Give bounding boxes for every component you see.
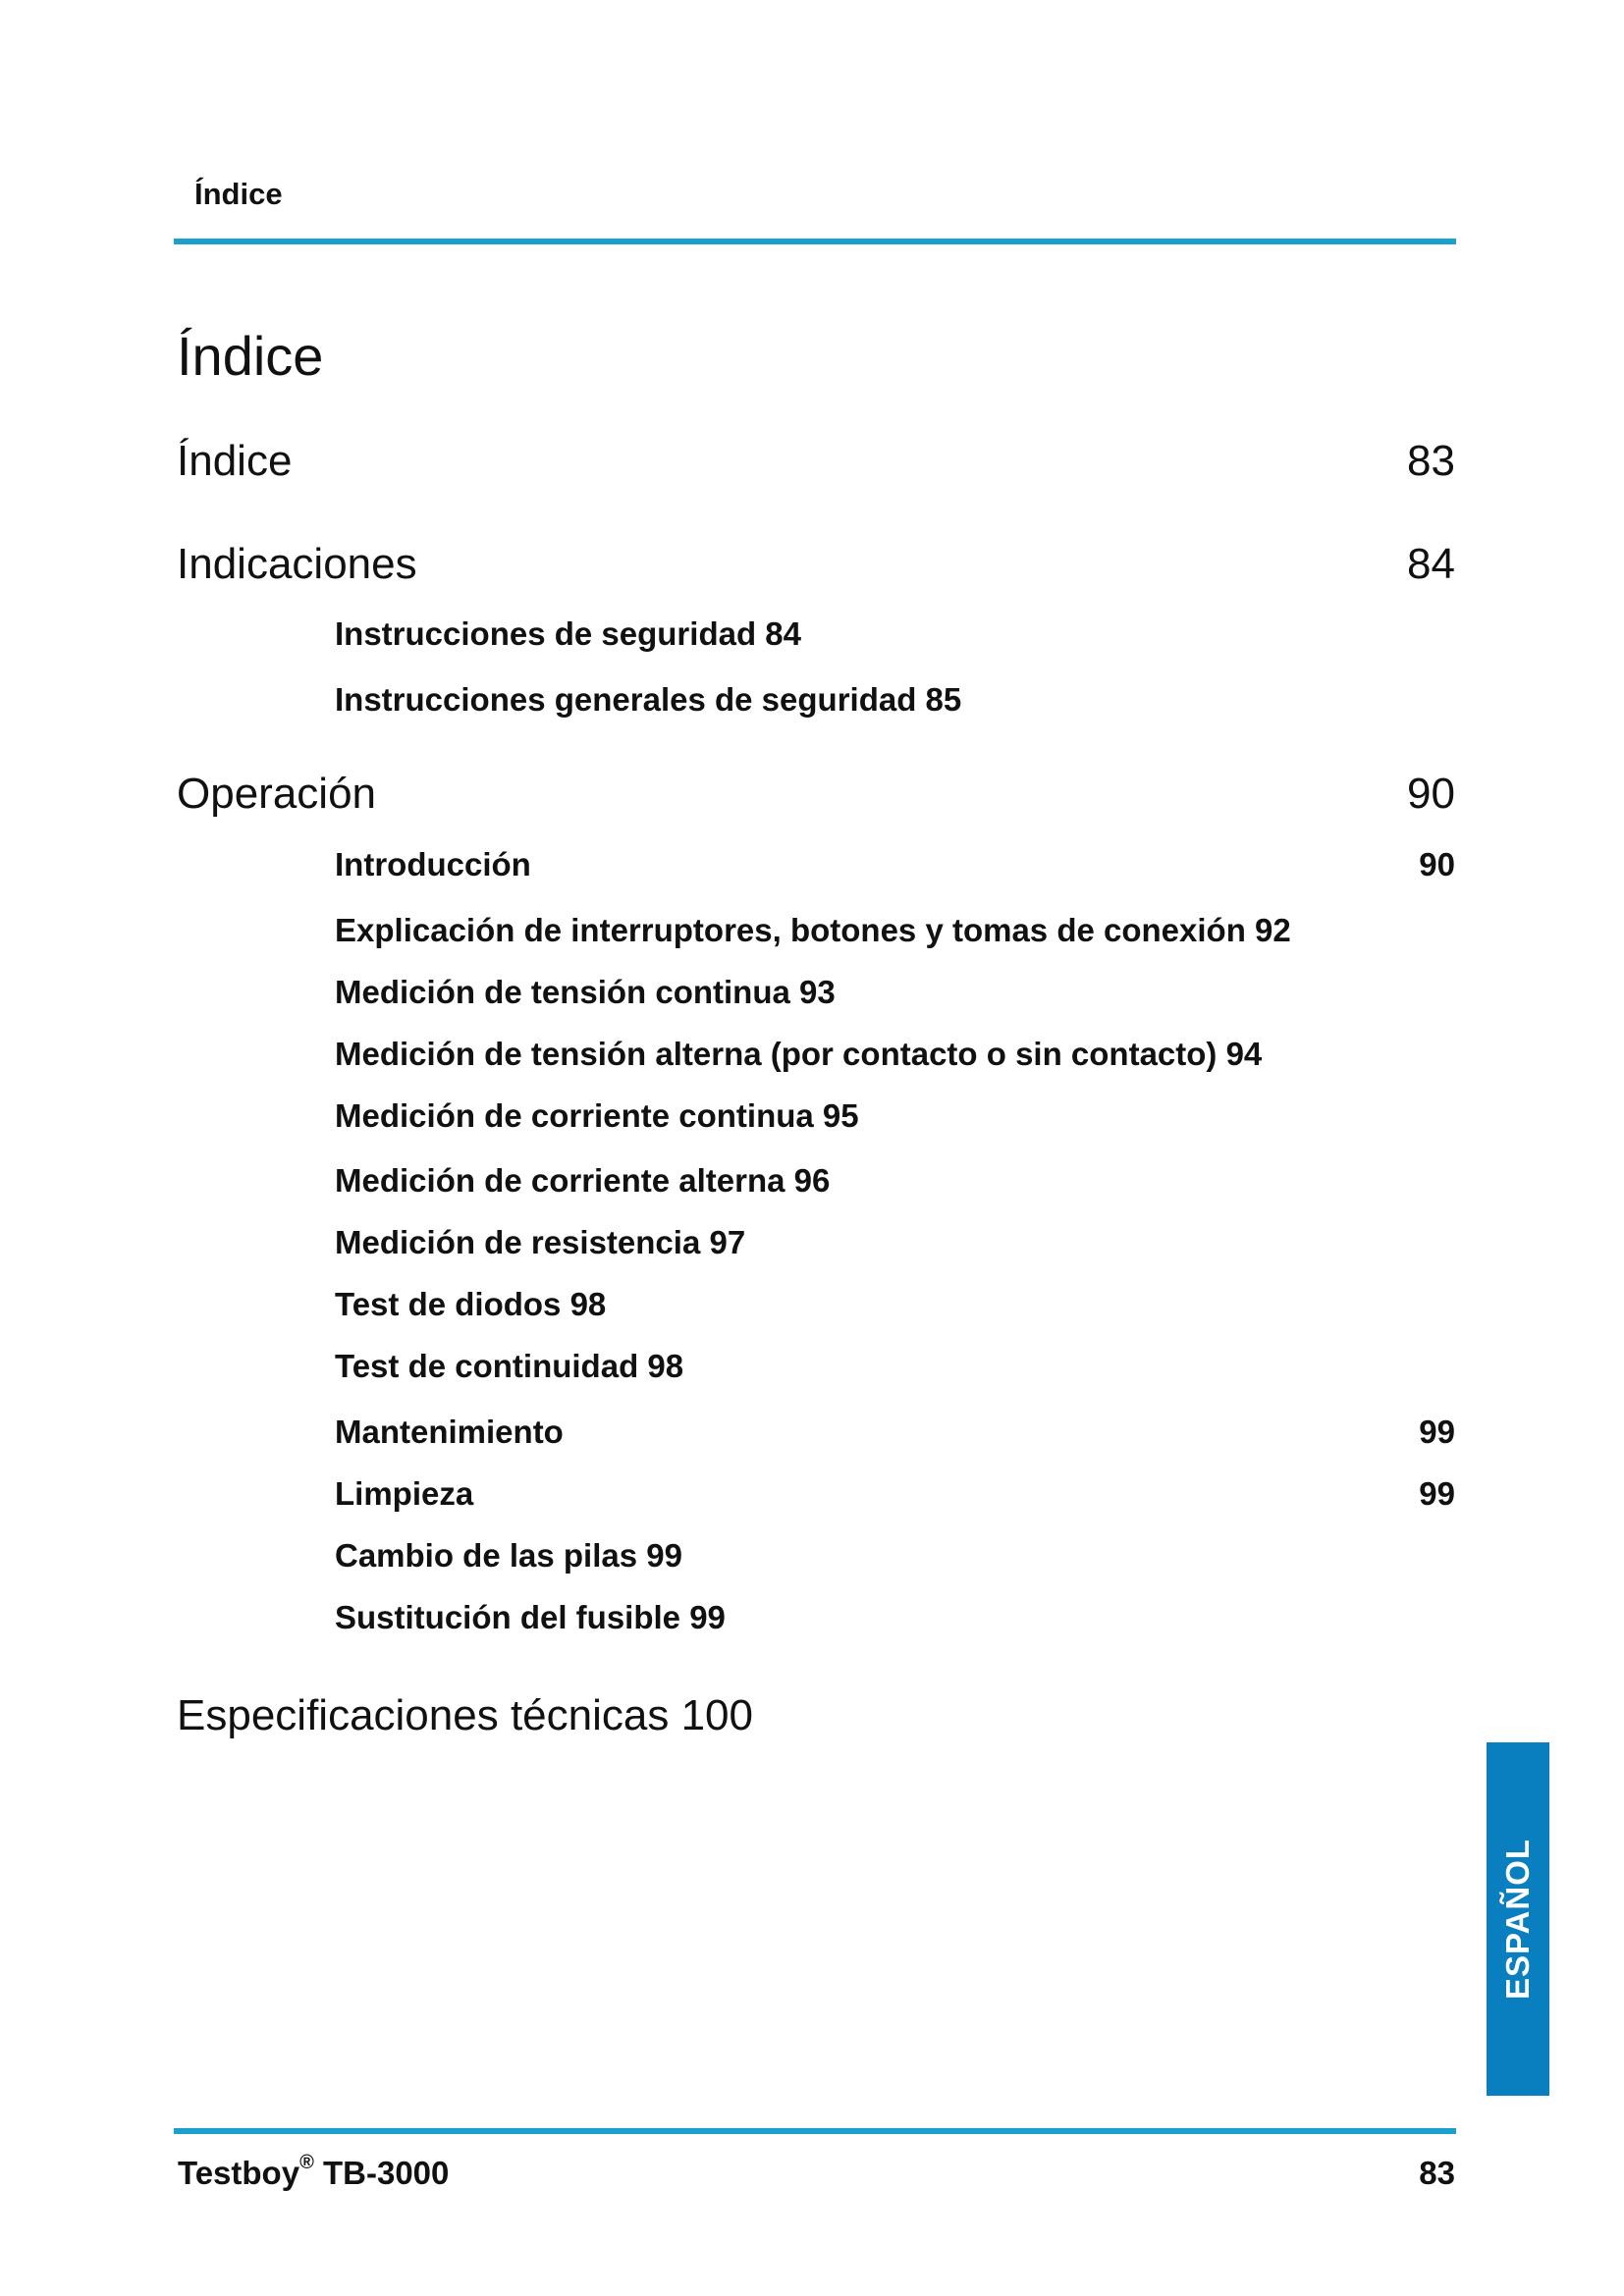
language-tab-label: ESPAÑOL bbox=[1499, 1838, 1536, 2001]
toc-page-mantenimiento: 99 bbox=[1419, 1414, 1455, 1450]
footer-brand: Testboy bbox=[178, 2155, 300, 2191]
toc-entry-continuidad[interactable]: Test de continuidad 98 bbox=[335, 1348, 684, 1384]
toc-page-operacion: 90 bbox=[1407, 770, 1455, 818]
footer-product bbox=[178, 2152, 450, 2192]
toc-page-indice: 83 bbox=[1407, 437, 1455, 485]
toc-entry-instrucciones-generales[interactable]: Instrucciones generales de seguridad 85 bbox=[335, 681, 962, 718]
toc-entry-fusible[interactable]: Sustitución del fusible 99 bbox=[335, 1599, 726, 1635]
toc-page-limpieza: 99 bbox=[1419, 1475, 1455, 1512]
toc-page-indicaciones: 84 bbox=[1407, 540, 1455, 588]
header-rule bbox=[174, 239, 1456, 244]
footer-rule bbox=[174, 2128, 1456, 2134]
toc-entry-introduccion[interactable]: Introducción bbox=[335, 846, 531, 882]
toc-entry-resistencia[interactable]: Medición de resistencia 97 bbox=[335, 1224, 746, 1260]
toc-entry-pilas[interactable]: Cambio de las pilas 99 bbox=[335, 1537, 682, 1574]
toc-entry-mantenimiento[interactable]: Mantenimiento bbox=[335, 1414, 564, 1450]
running-header: Índice bbox=[194, 177, 283, 211]
toc-page-introduccion: 90 bbox=[1419, 846, 1455, 882]
toc-entry-indicaciones[interactable]: Indicaciones bbox=[177, 540, 417, 588]
toc-entry-corriente-continua[interactable]: Medición de corriente continua 95 bbox=[335, 1097, 859, 1134]
language-tab bbox=[1487, 1742, 1549, 2096]
toc-entry-diodos[interactable]: Test de diodos 98 bbox=[335, 1286, 607, 1322]
toc-entry-tension-alterna[interactable]: Medición de tensión alterna (por contacto o sin contacto) 94 bbox=[335, 1036, 1263, 1072]
toc-entry-explicacion[interactable]: Explicación de interruptores, botones y tomas de conexión 92 bbox=[335, 912, 1291, 948]
registered-mark: ® bbox=[299, 2152, 314, 2173]
toc-entry-corriente-alterna[interactable]: Medición de corriente alterna 96 bbox=[335, 1162, 831, 1199]
page-title: Índice bbox=[177, 325, 324, 387]
toc-entry-tension-continua[interactable]: Medición de tensión continua 93 bbox=[335, 974, 836, 1010]
footer-model: TB-3000 bbox=[313, 2155, 450, 2191]
toc-entry-operacion[interactable]: Operación bbox=[177, 770, 377, 818]
toc-entry-limpieza[interactable]: Limpieza bbox=[335, 1475, 474, 1512]
footer-page-number: 83 bbox=[1419, 2155, 1455, 2191]
toc-entry-instrucciones-seguridad[interactable]: Instrucciones de seguridad 84 bbox=[335, 615, 801, 652]
toc-entry-indice[interactable]: Índice bbox=[177, 437, 293, 485]
toc-entry-especificaciones[interactable]: Especificaciones técnicas 100 bbox=[177, 1691, 753, 1739]
